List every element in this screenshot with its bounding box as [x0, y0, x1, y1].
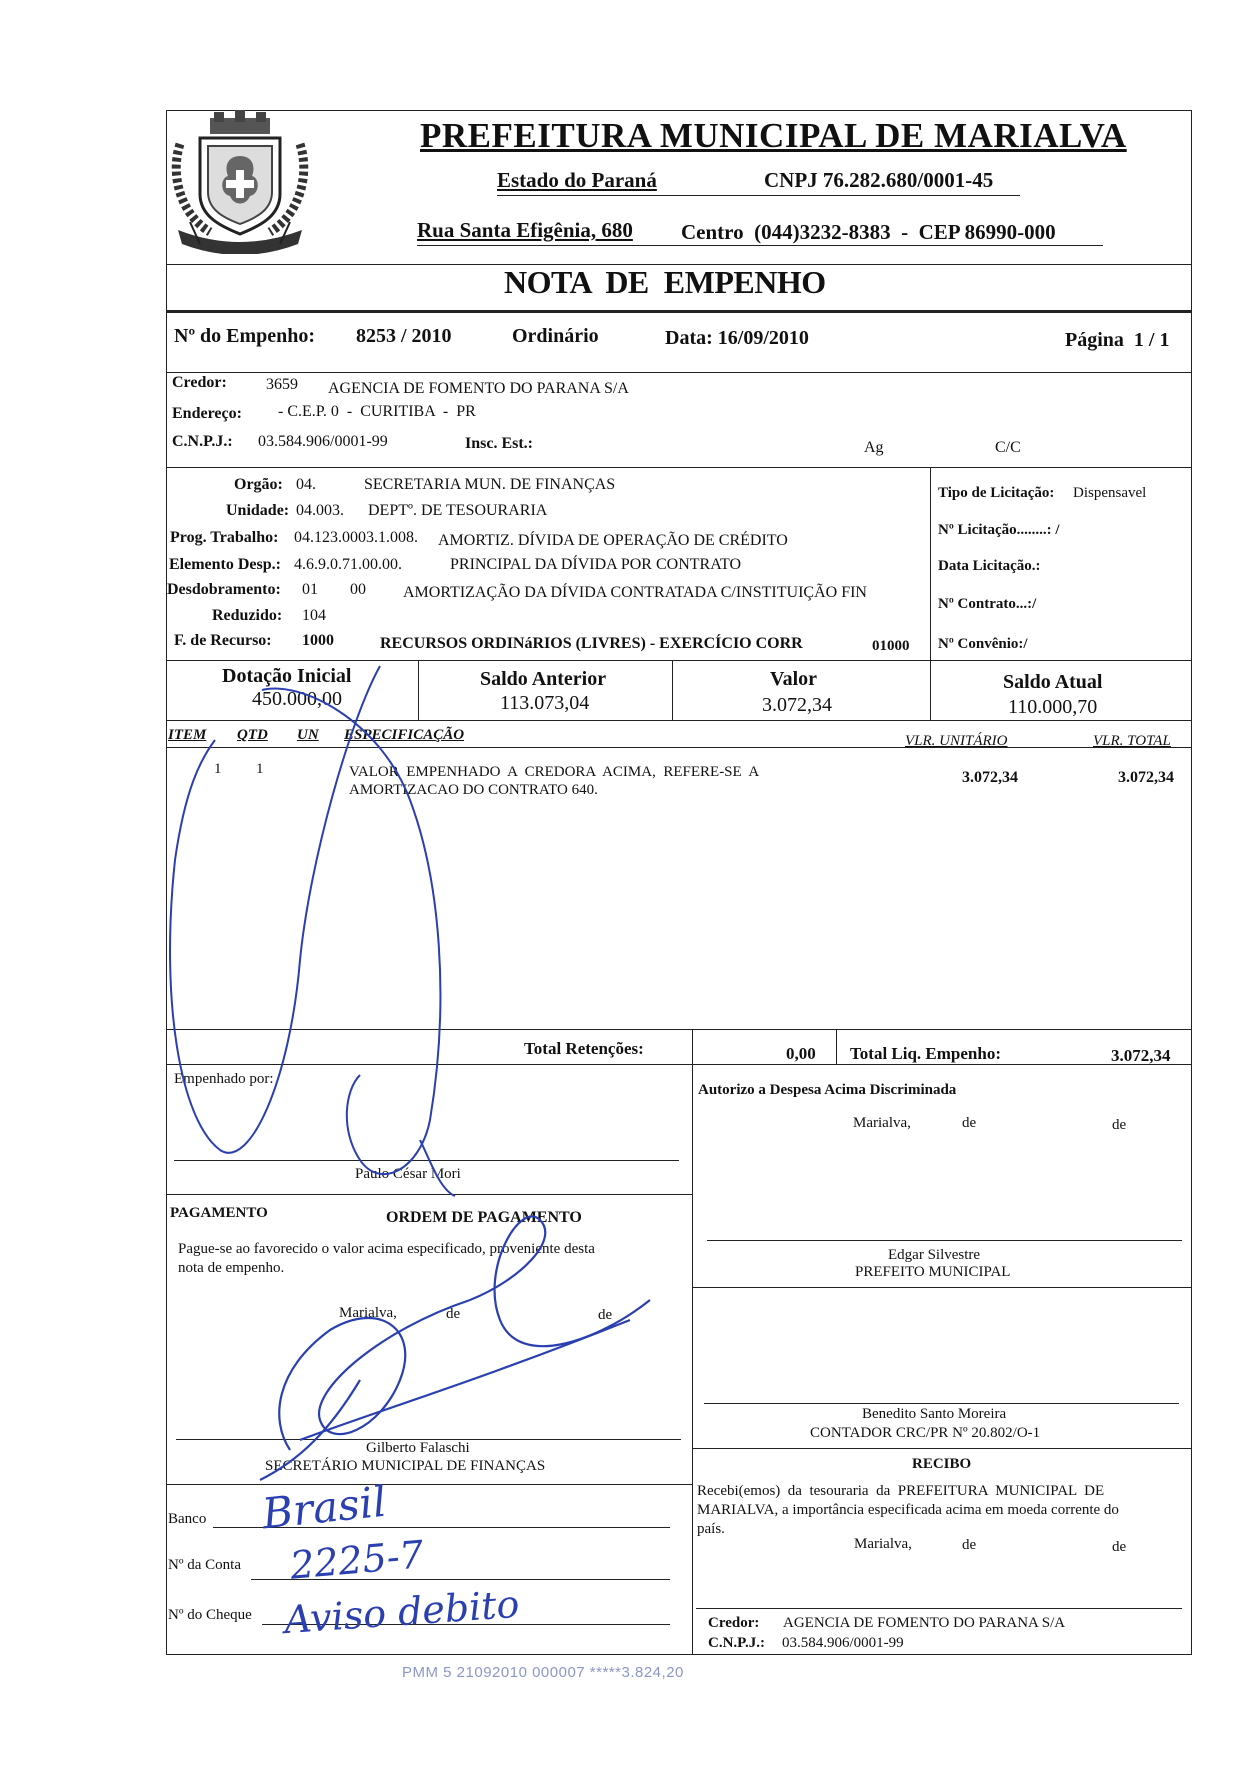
autorizo-de-1: de [962, 1115, 977, 1131]
total-retencoes-value: 0,00 [786, 1044, 816, 1063]
data-licitacao-label: Data Licitação.: [938, 558, 1041, 574]
cheque-label: Nº do Cheque [168, 1607, 252, 1623]
municipality-title: PREFEITURA MUNICIPAL DE MARIALVA [420, 116, 1127, 155]
recibo-text-line1: Recebi(emos) da tesouraria da PREFEITURA MUNICIPAL DE [697, 1483, 1105, 1499]
recurso-label: F. de Recurso: [174, 632, 272, 649]
desdobramento-label: Desdobramento: [167, 581, 281, 598]
orgao-label: Orgão: [234, 476, 283, 493]
unidade-code: 04.003. [296, 502, 344, 519]
recibo-de-1: de [962, 1537, 977, 1553]
recibo-de-2: de [1112, 1539, 1127, 1555]
banco-handwritten-value: Brasil [259, 1476, 389, 1539]
autorizo-city: Marialva, [853, 1115, 911, 1131]
items-header-vlr-total: VLR. TOTAL [1093, 733, 1171, 749]
orgao-name: SECRETARIA MUN. DE FINANÇAS [364, 476, 616, 493]
item-especificacao-line1: VALOR EMPENHADO A CREDORA ACIMA, REFERE-SE A [349, 764, 760, 780]
valor-value: 3.072,34 [762, 694, 832, 716]
prefeito-role: PREFEITO MUNICIPAL [855, 1264, 1011, 1280]
unidade-label: Unidade: [226, 502, 290, 519]
pagamento-de-1: de [446, 1306, 461, 1322]
reduzido-value: 104 [302, 607, 326, 624]
items-header-vlr-unitario: VLR. UNITÁRIO [905, 733, 1008, 749]
item-vlr-unitario: 3.072,34 [962, 769, 1018, 786]
convenio-label: Nº Convênio:/ [938, 636, 1028, 652]
recibo-cnpj: 03.584.906/0001-99 [782, 1635, 904, 1651]
municipality-cnpj: CNPJ 76.282.680/0001-45 [764, 168, 994, 192]
credor-code: 3659 [266, 376, 298, 393]
recibo-label: RECIBO [912, 1456, 972, 1472]
page-number: Página 1 / 1 [1065, 329, 1170, 351]
saldo-atual-label: Saldo Atual [1003, 671, 1103, 693]
total-liq-value: 3.072,34 [1111, 1046, 1171, 1065]
conta-corrente-label: C/C [995, 439, 1021, 456]
items-header-qtd: QTD [237, 727, 268, 743]
cheque-handwritten-value: Aviso debito [282, 1581, 521, 1643]
coat-of-arms-logo [170, 104, 310, 254]
saldo-atual-value: 110.000,70 [1008, 696, 1098, 718]
banco-label: Banco [168, 1511, 207, 1527]
secretario-role: SECRETÁRIO MUNICIPAL DE FINANÇAS [265, 1458, 546, 1474]
pagamento-label: PAGAMENTO [170, 1205, 268, 1221]
credor-cnpj: 03.584.906/0001-99 [258, 433, 388, 450]
total-liq-label: Total Liq. Empenho: [850, 1044, 1001, 1063]
endereco-label: Endereço: [172, 405, 242, 422]
contador-role: CONTADOR CRC/PR Nº 20.802/O-1 [810, 1425, 1041, 1441]
empenho-number-label: Nº do Empenho: [174, 325, 316, 347]
empenhado-por-label: Empenhado por: [174, 1071, 274, 1087]
recibo-cnpj-label: C.N.P.J.: [708, 1635, 765, 1651]
saldo-anterior-value: 113.073,04 [500, 692, 590, 714]
recurso-code: 1000 [302, 632, 334, 649]
items-header-item: ITEM [168, 727, 207, 743]
contrato-label: Nº Contrato...:/ [938, 596, 1037, 612]
empenhado-signer: Paulo César Mori [355, 1166, 461, 1182]
desdobramento-code: 01 [302, 581, 318, 598]
address-contact: Centro (044)3232-8383 - CEP 86990-000 [681, 220, 1056, 244]
ordem-pagamento-label: ORDEM DE PAGAMENTO [386, 1209, 582, 1226]
conta-handwritten-value: 2225-7 [288, 1532, 426, 1588]
prog-trabalho-code: 04.123.0003.1.008. [294, 529, 418, 546]
state-name: Estado do Paraná [497, 168, 657, 192]
secretario-name: Gilberto Falaschi [366, 1440, 470, 1456]
prog-trabalho-label: Prog. Trabalho: [170, 529, 279, 546]
recibo-text-line3: país. [697, 1521, 725, 1537]
desdobramento-name: AMORTIZAÇÃO DA DÍVIDA CONTRATADA C/INSTITUIÇÃO FIN [403, 584, 867, 601]
recibo-text-line2: MARIALVA, a importância especificada acima em moeda corrente do [697, 1502, 1119, 1518]
empenho-type: Ordinário [512, 325, 599, 347]
prog-trabalho-name: AMORTIZ. DÍVIDA DE OPERAÇÃO DE CRÉDITO [438, 532, 788, 549]
conta-label: Nº da Conta [168, 1557, 241, 1573]
reduzido-label: Reduzido: [212, 607, 283, 624]
item-vlr-total: 3.072,34 [1118, 769, 1174, 786]
pagamento-city: Marialva, [339, 1305, 397, 1321]
desdobramento-sub: 00 [350, 581, 366, 598]
autorizo-label: Autorizo a Despesa Acima Discriminada [698, 1082, 957, 1098]
recibo-credor-name: AGENCIA DE FOMENTO DO PARANA S/A [783, 1615, 1066, 1631]
total-retencoes-label: Total Retenções: [524, 1039, 644, 1058]
document-title: NOTA DE EMPENHO [504, 264, 826, 300]
elemento-label: Elemento Desp.: [169, 556, 281, 573]
credor-cnpj-label: C.N.P.J.: [172, 433, 233, 450]
unidade-name: DEPTº. DE TESOURARIA [368, 502, 548, 519]
endereco-value: - C.E.P. 0 - CURITIBA - PR [278, 403, 476, 420]
item-number: 1 [214, 761, 222, 777]
recurso-code-2: 01000 [872, 638, 910, 654]
contador-name: Benedito Santo Moreira [862, 1406, 1007, 1422]
elemento-code: 4.6.9.0.71.00.00. [294, 556, 402, 573]
insc-est-label: Insc. Est.: [465, 435, 534, 452]
credor-name: AGENCIA DE FOMENTO DO PARANA S/A [328, 380, 629, 397]
tipo-licitacao-label: Tipo de Licitação: [938, 485, 1055, 501]
payment-stamp: PMM 5 21092010 000007 *****3.824,20 [402, 1664, 684, 1681]
saldo-anterior-label: Saldo Anterior [480, 668, 607, 690]
agencia-label: Ag [864, 439, 884, 456]
dotacao-inicial-value: 450.000,00 [252, 688, 342, 710]
recibo-city: Marialva, [854, 1536, 912, 1552]
pagamento-text-line2: nota de empenho. [178, 1260, 285, 1276]
autorizo-de-2: de [1112, 1117, 1127, 1133]
items-header-especificacao: ESPECIFICAÇÃO [344, 727, 465, 743]
credor-label: Credor: [172, 374, 227, 391]
dotacao-inicial-label: Dotação Inicial [222, 665, 352, 687]
valor-label: Valor [770, 668, 818, 690]
recurso-name: RECURSOS ORDINáRIOS (LIVRES) - EXERCÍCIO CORR [380, 635, 803, 652]
orgao-code: 04. [296, 476, 316, 493]
recibo-credor-label: Credor: [708, 1615, 760, 1631]
numero-licitacao-label: Nº Licitação........: / [938, 522, 1060, 538]
elemento-name: PRINCIPAL DA DÍVIDA POR CONTRATO [450, 556, 742, 573]
prefeito-name: Edgar Silvestre [888, 1247, 981, 1263]
pagamento-de-2: de [598, 1307, 613, 1323]
items-header-un: UN [297, 727, 319, 743]
pagamento-text-line1: Pague-se ao favorecido o valor acima especificado, proveniente desta [178, 1241, 595, 1257]
item-especificacao-line2: AMORTIZACAO DO CONTRATO 640. [349, 782, 598, 798]
item-qtd: 1 [256, 761, 264, 777]
empenho-number: 8253 / 2010 [356, 325, 452, 347]
street-address: Rua Santa Efigênia, 680 [417, 218, 633, 242]
tipo-licitacao-value: Dispensavel [1073, 485, 1147, 501]
empenho-date: Data: 16/09/2010 [665, 327, 809, 349]
